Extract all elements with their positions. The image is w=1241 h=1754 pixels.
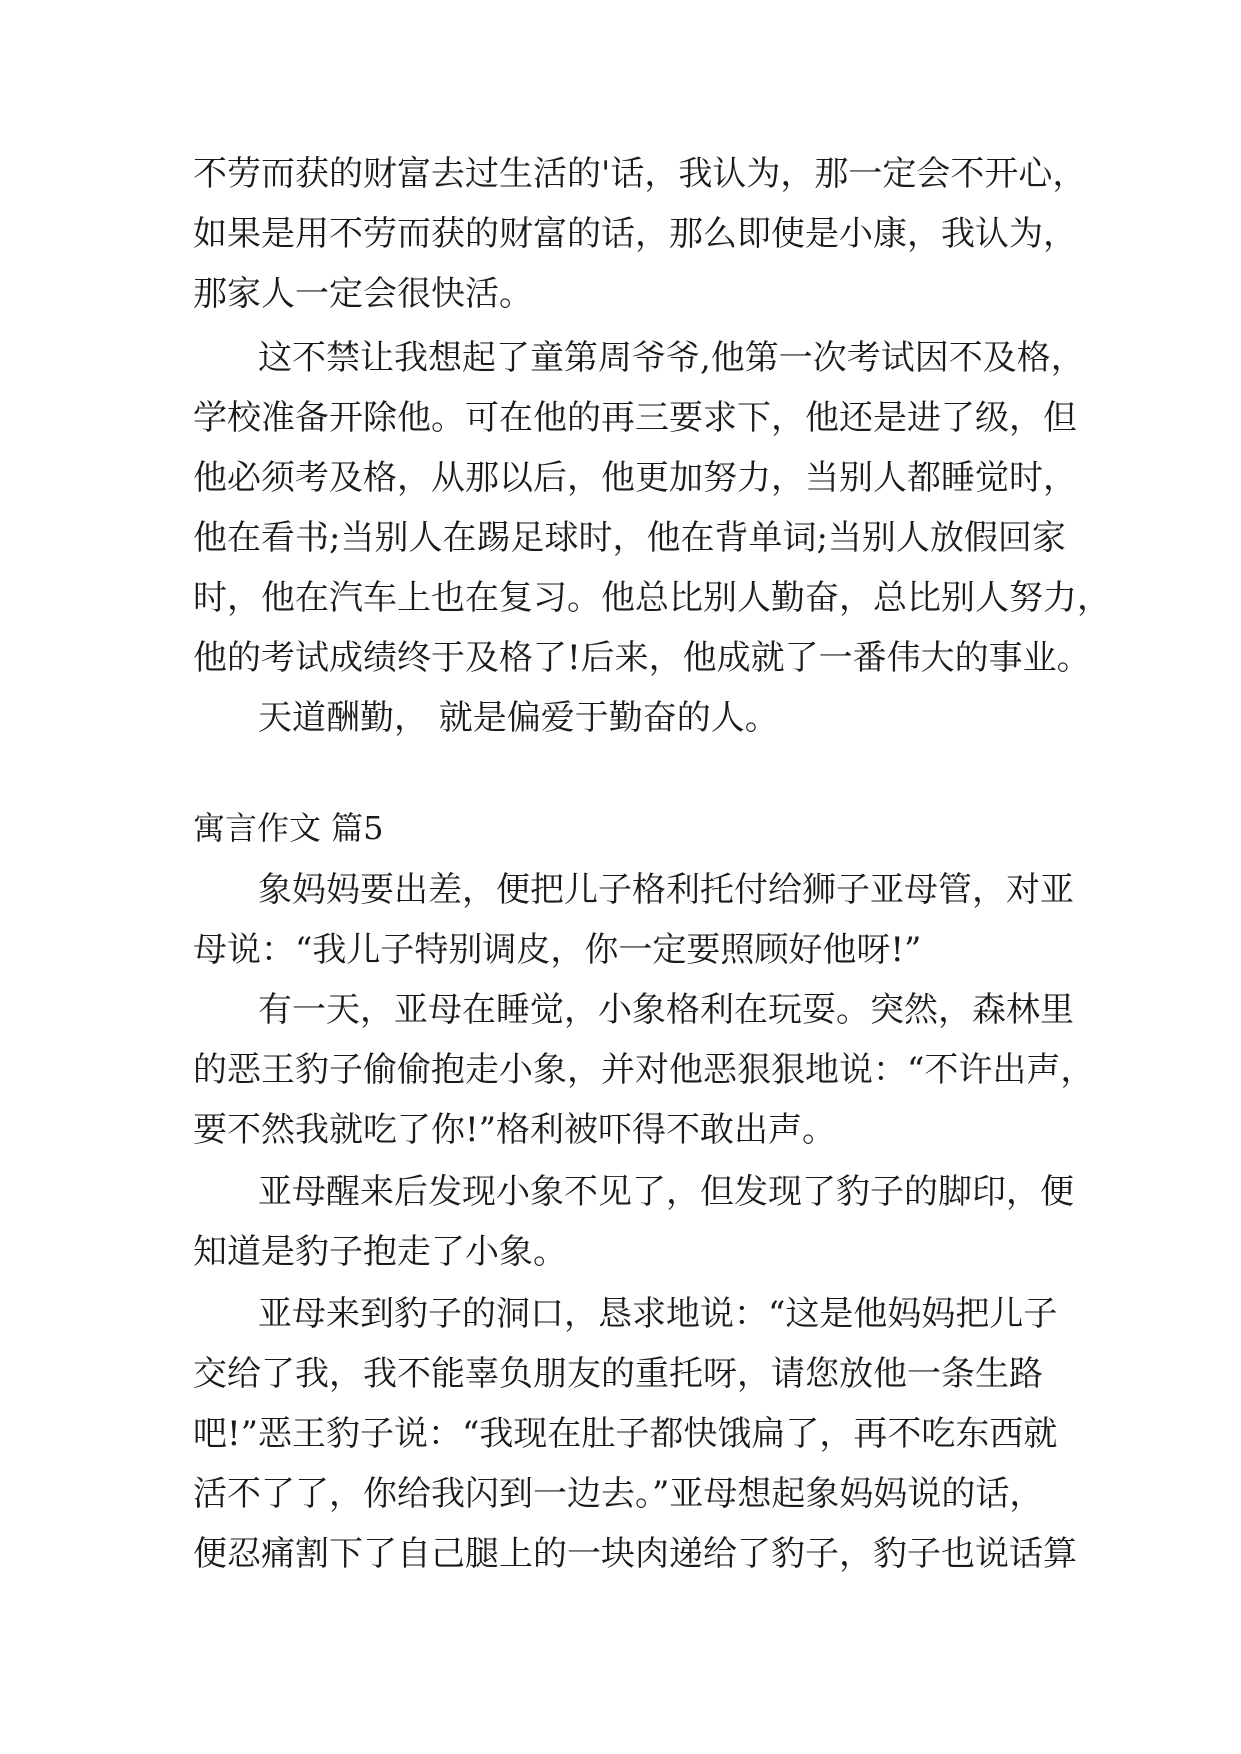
text-line: 活不了了，你给我闪到一边去。”亚母想起象妈妈说的话， [193,1474,1044,1514]
text-line: 时，他在汽车上也在复习。他总比别人勤奋，总比别人努力， [193,578,1111,618]
text-line: 如果是用不劳而获的财富的话，那么即使是小康，我认为， [193,214,1077,254]
text-line: 他必须考及格，从那以后，他更加努力，当别人都睡觉时， [193,458,1077,498]
text-line: 他的考试成绩终于及格了!后来，他成就了一番伟大的事业。 [193,638,1091,678]
text-line: 的恶王豹子偷偷抱走小象，并对他恶狠狠地说：“不许出声， [193,1050,1095,1090]
text-line: 交给了我，我不能辜负朋友的重托呀，请您放他一条生路 [193,1354,1043,1394]
text-line: 吧!”恶王豹子说：“我现在肚子都快饿扁了，再不吃东西就 [193,1414,1058,1454]
paragraph-first-line: 亚母醒来后发现小象不见了，但发现了豹子的脚印，便 [258,1172,1074,1212]
text-line: 母说：“我儿子特别调皮，你一定要照顾好他呀!” [193,930,922,970]
text-line: 他在看书;当别人在踢足球时，他在背单词;当别人放假回家 [193,518,1066,558]
text-line: 不劳而获的财富去过生活的'话，我认为，那一定会不开心， [193,154,1087,194]
paragraph-first-line: 这不禁让我想起了童第周爷爷,他第一次考试因不及格， [258,338,1085,378]
paragraph-first-line: 象妈妈要出差，便把儿子格利托付给狮子亚母管，对亚 [258,870,1074,910]
section-heading: 寓言作文 篇5 [193,809,384,847]
text-line: 知道是豹子抱走了小象。 [193,1232,567,1272]
text-line: 学校准备开除他。可在他的再三要求下，他还是进了级，但 [193,398,1077,438]
paragraph-first-line: 有一天，亚母在睡觉，小象格利在玩耍。突然，森林里 [258,990,1074,1030]
text-line: 那家人一定会很快活。 [193,274,533,314]
text-line: 便忍痛割下了自己腿上的一块肉递给了豹子，豹子也说话算 [193,1534,1077,1574]
paragraph-first-line: 天道酬勤， 就是偏爱于勤奋的人。 [258,698,779,738]
paragraph-first-line: 亚母来到豹子的洞口，恳求地说：“这是他妈妈把儿子 [258,1294,1058,1334]
text-line: 要不然我就吃了你!”格利被吓得不敢出声。 [193,1110,837,1150]
